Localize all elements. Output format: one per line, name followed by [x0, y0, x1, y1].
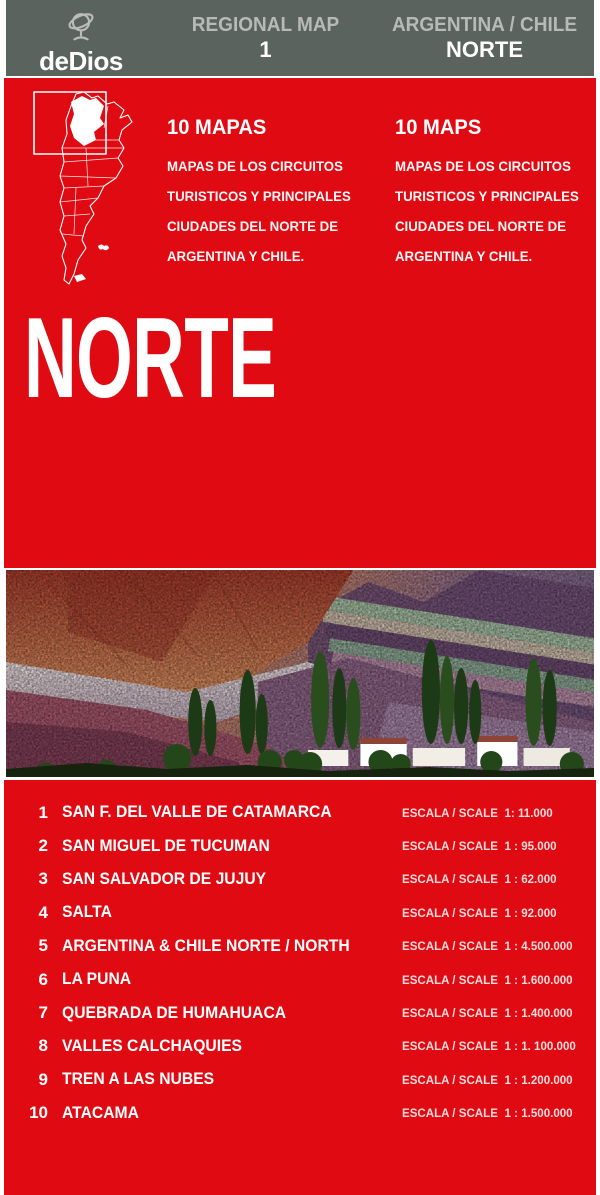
row-name: SAN MIGUEL DE TUCUMAN: [62, 836, 270, 855]
scale-label: ESCALA / SCALE: [402, 805, 498, 820]
header-bar: [6, 0, 594, 76]
index-row: [4, 963, 596, 996]
intro-panel: [4, 78, 596, 568]
header-regional-map: [156, 13, 375, 63]
globe-icon: [62, 7, 100, 47]
country-label: ARGENTINA / CHILE: [391, 13, 578, 36]
regional-map-number: 1: [259, 36, 272, 62]
scale-label: ESCALA / SCALE: [402, 839, 498, 854]
row-number: 4: [38, 902, 48, 922]
scale-value: 1: 11.000: [504, 805, 553, 820]
row-number: 3: [38, 869, 48, 889]
index-row: [4, 930, 596, 963]
scale-label: ESCALA / SCALE: [402, 972, 498, 987]
scale-value: 1 : 4.500.000: [504, 939, 573, 954]
row-scale: [402, 1039, 576, 1053]
intro-line: CIUDADES DEL NORTE DE: [395, 219, 567, 234]
seven-colors-photo: [6, 570, 594, 777]
brand: [6, 3, 156, 74]
row-number: 8: [38, 1036, 48, 1056]
intro-line: CIUDADES DEL NORTE DE: [167, 219, 339, 234]
index-row: [4, 1097, 596, 1130]
row-scale: [402, 1106, 573, 1120]
scale-value: 1 : 95.000: [504, 839, 557, 854]
map-index-panel: [4, 780, 596, 1195]
regional-map-label: REGIONAL MAP: [191, 13, 340, 36]
intro-line: MAPAS DE LOS CIRCUITOS: [167, 159, 343, 174]
scale-value: 1 : 62.000: [504, 872, 557, 887]
row-name: ARGENTINA & CHILE NORTE / NORTH: [62, 936, 350, 955]
row-scale: [402, 906, 557, 920]
scale-value: 1 : 1.500.000: [504, 1106, 573, 1121]
index-row: [4, 796, 596, 829]
row-number: 1: [38, 802, 48, 822]
intro-line: TURISTICOS Y PRINCIPALES: [395, 189, 579, 204]
row-name: QUEBRADA DE HUMAHUACA: [62, 1003, 287, 1022]
row-name: SAN F. DEL VALLE DE CATAMARCA: [62, 803, 332, 822]
scale-label: ESCALA / SCALE: [402, 1072, 498, 1087]
intro-title-en: 10 MAPS: [395, 116, 482, 139]
map-index: [4, 796, 596, 1130]
row-scale: [402, 973, 573, 987]
index-row: [4, 863, 596, 896]
scale-value: 1 : 1. 100.000: [504, 1039, 576, 1054]
row-scale: [402, 806, 553, 820]
row-name: SAN SALVADOR DE JUJUY: [62, 869, 267, 888]
scale-label: ESCALA / SCALE: [402, 1006, 498, 1021]
header-country: [375, 13, 594, 63]
scale-value: 1 : 1.600.000: [504, 972, 573, 987]
row-number: 10: [29, 1103, 48, 1123]
row-name: VALLES CALCHAQUIES: [62, 1036, 242, 1055]
intro-line: ARGENTINA Y CHILE.: [167, 249, 305, 264]
row-number: 7: [38, 1003, 48, 1023]
row-name: LA PUNA: [62, 970, 132, 989]
cover-photo: [6, 570, 594, 777]
intro-line: MAPAS DE LOS CIRCUITOS: [395, 159, 571, 174]
row-number: 6: [38, 969, 48, 989]
index-row: [4, 1063, 596, 1096]
cover-title: NORTE: [24, 295, 277, 422]
row-scale: [402, 1073, 573, 1087]
index-row: [4, 829, 596, 862]
argentina-map-icon: [24, 88, 148, 292]
scale-label: ESCALA / SCALE: [402, 939, 498, 954]
scale-value: 1 : 1.200.000: [504, 1072, 573, 1087]
row-name: SALTA: [62, 903, 112, 922]
scale-label: ESCALA / SCALE: [402, 1039, 498, 1054]
brand-name: deDios: [39, 45, 123, 76]
row-scale: [402, 839, 557, 853]
scale-label: ESCALA / SCALE: [402, 872, 498, 887]
index-row: [4, 1030, 596, 1063]
intro-line: TURISTICOS Y PRINCIPALES: [167, 189, 351, 204]
row-scale: [402, 1006, 573, 1020]
scale-value: 1 : 92.000: [504, 905, 557, 920]
intro-title-es: 10 MAPAS: [167, 116, 267, 139]
row-number: 5: [38, 936, 48, 956]
index-row: [4, 996, 596, 1029]
row-number: 2: [38, 836, 48, 856]
intro-line: ARGENTINA Y CHILE.: [395, 249, 533, 264]
row-name: ATACAMA: [62, 1103, 139, 1122]
scale-value: 1 : 1.400.000: [504, 1006, 573, 1021]
intro-column-en: [395, 116, 600, 272]
map-north-highlight: [70, 96, 104, 146]
scale-label: ESCALA / SCALE: [402, 1106, 498, 1121]
row-number: 9: [38, 1069, 48, 1089]
intro-column-es: [167, 116, 389, 272]
row-scale: [402, 872, 557, 886]
scale-label: ESCALA / SCALE: [402, 905, 498, 920]
region-label: NORTE: [446, 36, 523, 62]
index-row: [4, 896, 596, 929]
row-scale: [402, 939, 573, 953]
row-name: TREN A LAS NUBES: [62, 1070, 215, 1089]
